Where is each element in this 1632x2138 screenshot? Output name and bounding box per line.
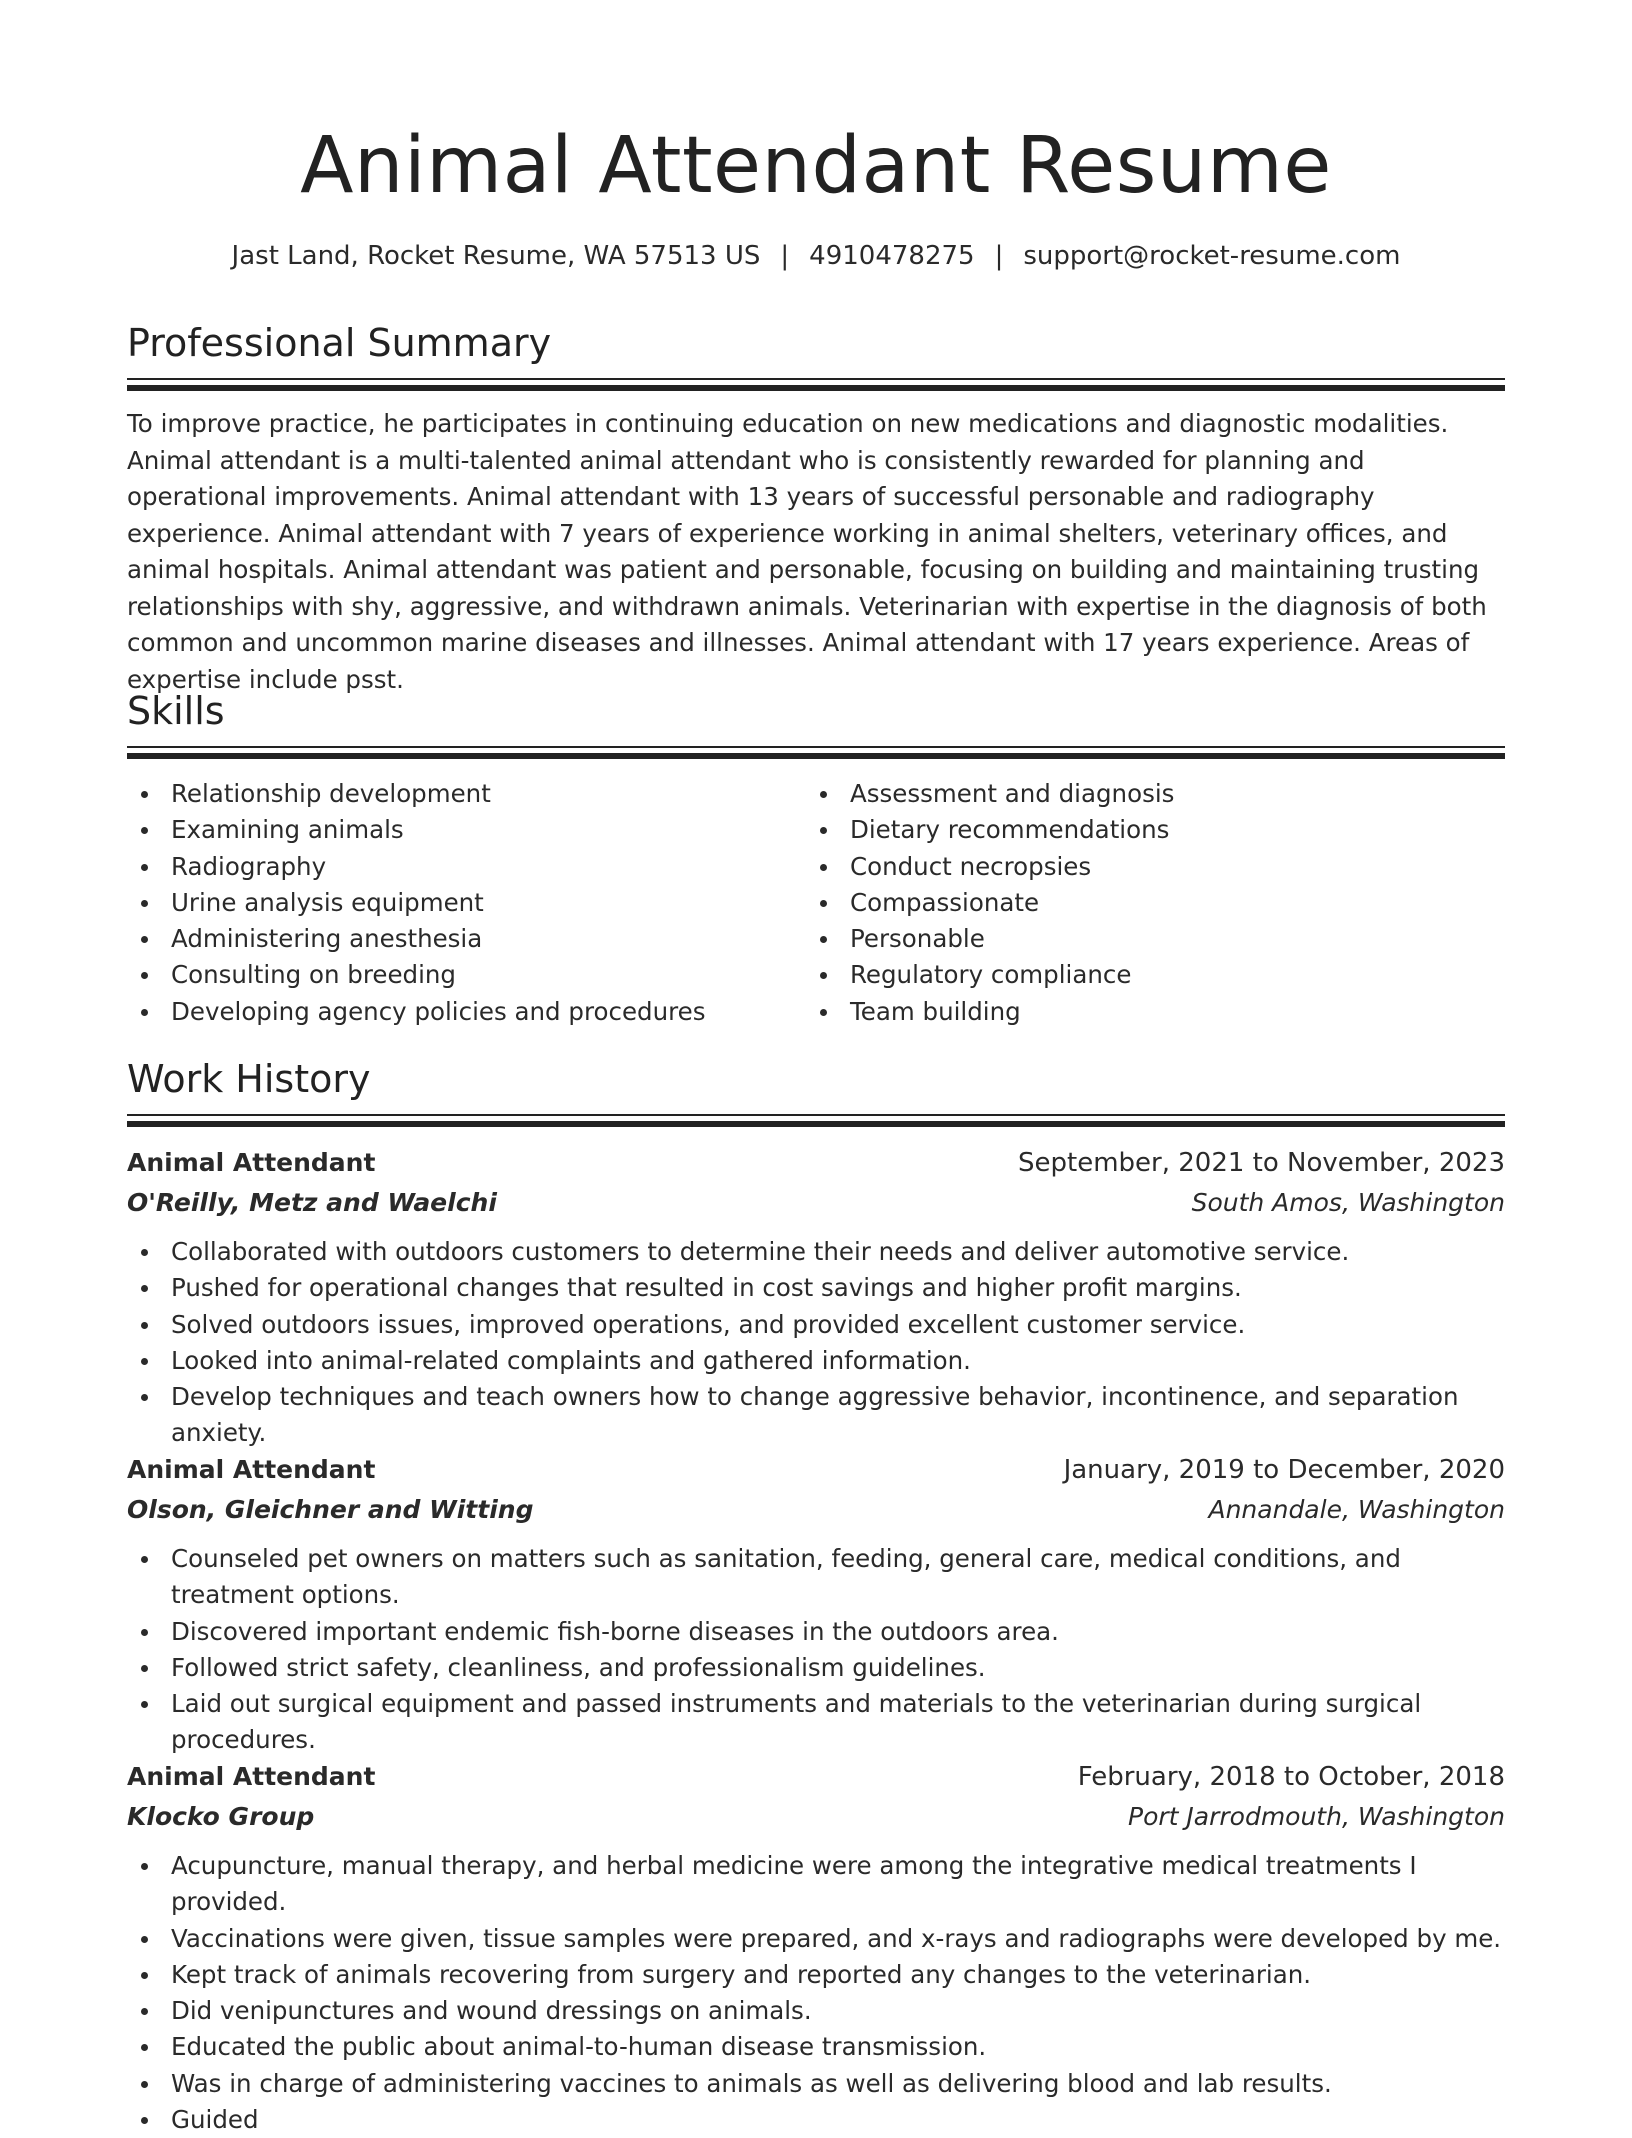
section-divider — [127, 753, 1505, 759]
job-location: Annandale, Washington — [1208, 1495, 1505, 1524]
skill-item: Dietary recommendations — [806, 812, 1466, 848]
job-title: Animal Attendant — [127, 1455, 376, 1484]
summary-section-header — [127, 318, 1505, 368]
skill-item: Compassionate — [806, 885, 1466, 921]
job-company-row — [127, 1183, 1505, 1223]
job-location: South Amos, Washington — [1191, 1188, 1505, 1217]
skill-item: Assessment and diagnosis — [806, 776, 1466, 812]
section-divider — [127, 378, 1505, 380]
skill-item: Urine analysis equipment — [127, 885, 787, 921]
job-duty: Kept track of animals recovering from surgery and reported any changes to the veterinarian. — [127, 1957, 1505, 1993]
job-title-row — [127, 1757, 1505, 1797]
skill-item: Regulatory compliance — [806, 957, 1466, 993]
job-dates: January, 2019 to December, 2020 — [1063, 1455, 1505, 1485]
job-dates: February, 2018 to October, 2018 — [1077, 1762, 1505, 1792]
job-duty: Followed strict safety, cleanliness, and professionalism guidelines. — [127, 1650, 1505, 1686]
job-duty: Counseled pet owners on matters such as sanitation, feeding, general care, medical conditions, and treatment options. — [127, 1541, 1505, 1614]
job-company-row — [127, 1797, 1505, 1837]
job-duties-list — [127, 1541, 1505, 1759]
job-company: O'Reilly, Metz and Waelchi — [127, 1188, 497, 1217]
job-duty: Guided — [127, 2102, 1505, 2138]
contact-email: support@rocket-resume.com — [1023, 241, 1401, 271]
job-duty: Solved outdoors issues, improved operations, and provided excellent customer service. — [127, 1307, 1505, 1343]
skill-item: Relationship development — [127, 776, 787, 812]
job-company: Olson, Gleichner and Witting — [127, 1495, 534, 1524]
job-duty: Was in charge of administering vaccines to animals as well as delivering blood and lab results. — [127, 2066, 1505, 2102]
job-company: Klocko Group — [127, 1802, 315, 1831]
contact-separator: | — [994, 241, 1004, 271]
job-duty: Collaborated with outdoors customers to determine their needs and deliver automotive service. — [127, 1234, 1505, 1270]
job-company-row — [127, 1490, 1505, 1530]
skill-item: Team building — [806, 994, 1466, 1030]
job-duty: Laid out surgical equipment and passed instruments and materials to the veterinarian during surgical procedures. — [127, 1686, 1505, 1759]
job-duty: Discovered important endemic fish-borne diseases in the outdoors area. — [127, 1614, 1505, 1650]
job-title-row — [127, 1143, 1505, 1183]
skills-list-right — [806, 776, 1466, 1030]
job-location: Port Jarrodmouth, Washington — [1128, 1802, 1505, 1831]
section-divider — [127, 746, 1505, 748]
job-duty: Did venipunctures and wound dressings on animals. — [127, 1993, 1505, 2029]
contact-address: Jast Land, Rocket Resume, WA 57513 US — [231, 241, 761, 271]
work-section-header — [127, 1054, 1505, 1104]
resume-title: Animal Attendant Resume — [300, 121, 1332, 211]
skill-item: Administering anesthesia — [127, 921, 787, 957]
skills-section-header — [127, 686, 1505, 736]
contact-line — [127, 238, 1505, 274]
summary-heading: Professional Summary — [127, 321, 552, 365]
skills-heading: Skills — [127, 689, 225, 733]
skills-list-left — [127, 776, 787, 1030]
job-duty: Pushed for operational changes that resulted in cost savings and higher profit margins. — [127, 1270, 1505, 1306]
job-dates: September, 2021 to November, 2023 — [1018, 1148, 1505, 1178]
job-duty: Looked into animal-related complaints and gathered information. — [127, 1343, 1505, 1379]
work-heading: Work History — [127, 1057, 371, 1101]
skill-item: Consulting on breeding — [127, 957, 787, 993]
job-duty: Develop techniques and teach owners how to change aggressive behavior, incontinence, and separation anxiety. — [127, 1379, 1505, 1452]
job-duty: Educated the public about animal-to-human disease transmission. — [127, 2029, 1505, 2065]
section-divider — [127, 1121, 1505, 1127]
job-duties-list — [127, 1234, 1505, 1452]
job-entry — [127, 1450, 1505, 1759]
job-entry — [127, 1757, 1505, 2138]
skill-item: Personable — [806, 921, 1466, 957]
contact-phone: 4910478275 — [809, 241, 975, 271]
job-title: Animal Attendant — [127, 1762, 376, 1791]
job-title: Animal Attendant — [127, 1148, 376, 1177]
job-title-row — [127, 1450, 1505, 1490]
job-duties-list — [127, 1848, 1505, 2138]
job-entry — [127, 1143, 1505, 1452]
section-divider — [127, 385, 1505, 391]
skill-item: Examining animals — [127, 812, 787, 848]
skill-item: Conduct necropsies — [806, 849, 1466, 885]
job-duty: Acupuncture, manual therapy, and herbal medicine were among the integrative medical treatments I provided. — [127, 1848, 1505, 1921]
skill-item: Developing agency policies and procedures — [127, 994, 787, 1030]
job-duty: Vaccinations were given, tissue samples were prepared, and x-rays and radiographs were developed by me. — [127, 1921, 1505, 1957]
contact-separator: | — [780, 241, 790, 271]
summary-text: To improve practice, he participates in continuing education on new medications and diagnostic modalities. Animal attendant is a multi-talented animal attendant who is consistently rewarded for planning and operational improvements. Animal attendant with 13 years of successful personable and radiography experience. Animal attendant with 7 years of experience working in animal shelters, veterinary offices, and animal hospitals. Animal attendant was patient and personable, focusing on building and maintaining trusting relationships with shy, aggressive, and withdrawn animals. Veterinarian with expertise in the diagnosis of both common and uncommon marine diseases and illnesses. Animal attendant with 17 years experience. Areas of expertise include psst. — [127, 409, 1487, 694]
skill-item: Radiography — [127, 849, 787, 885]
section-divider — [127, 1114, 1505, 1116]
